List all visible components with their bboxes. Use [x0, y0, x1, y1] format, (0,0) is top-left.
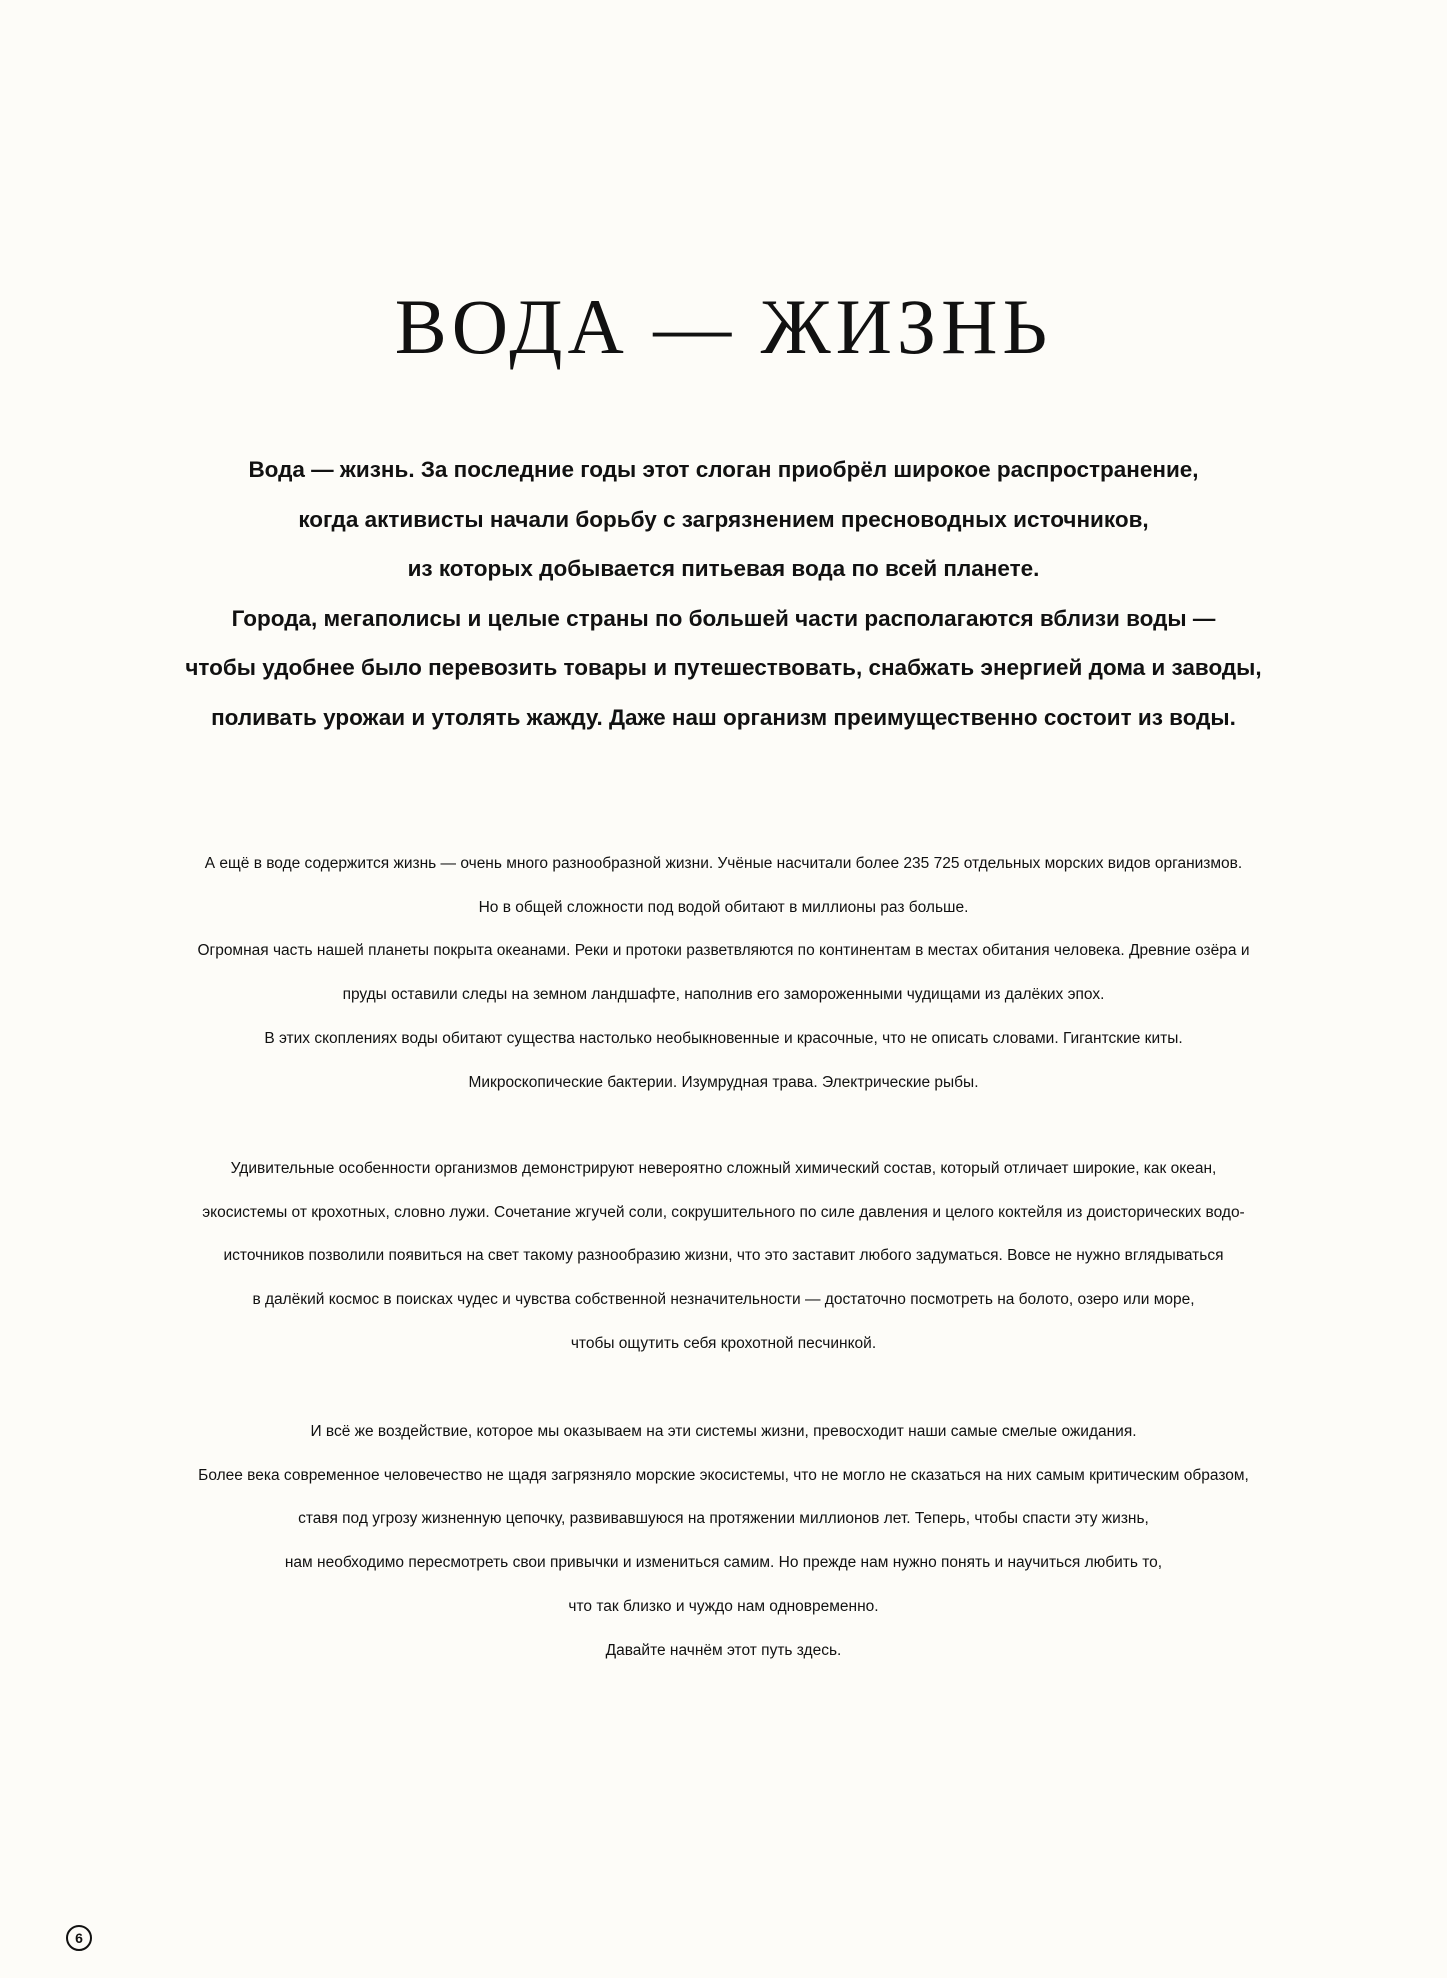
body-line: экосистемы от крохотных, словно лужи. Сочетание жгучей соли, сокрушительного по силе давления и целого коктейля из доисторических водо-	[202, 1203, 1245, 1221]
intro-line: Вода — жизнь. За последние годы этот слоган приобрёл широкое распространение,	[248, 457, 1199, 482]
intro-line: поливать урожаи и утолять жажду. Даже наш организм преимущественно состоит из воды.	[211, 704, 1236, 730]
body-line: И всё же воздействие, которое мы оказываем на эти системы жизни, превосходит наши самые смелые ожидания.	[310, 1423, 1137, 1440]
body-line: Но в общей сложности под водой обитают в миллионы раз больше.	[478, 898, 969, 916]
body-line: Более века современное человечество не щадя загрязняло морские экосистемы, что не могло не сказаться на них самым критическим образом,	[198, 1466, 1249, 1484]
body-line: Микроскопические бактерии. Изумрудная трава. Электрические рыбы.	[468, 1073, 979, 1091]
intro-line: чтобы удобнее было перевозить товары и путешествовать, снабжать энергией дома и заводы,	[185, 655, 1262, 681]
intro-paragraph	[120, 445, 1327, 743]
body-paragraph-1	[90, 842, 1357, 1104]
body-line: А ещё в воде содержится жизнь — очень много разнообразной жизни. Учёные насчитали более 235 725 отдельных морских видов организмов.	[204, 855, 1243, 872]
body-paragraph-3	[90, 1410, 1357, 1672]
page-number	[66, 1925, 92, 1951]
body-line: пруды оставили следы на земном ландшафте, наполнив его замороженными чудищами из далёких эпох.	[342, 986, 1105, 1004]
body-line: чтобы ощутить себя крохотной песчинкой.	[570, 1334, 877, 1352]
body-line: В этих скоплениях воды обитают существа настолько необыкновенные и красочные, что не описать словами. Гигантские киты.	[264, 1029, 1183, 1047]
page-number-label: 6	[75, 1930, 83, 1946]
body-line: источников позволили появиться на свет такому разнообразию жизни, что это заставит любого задуматься. Вовсе не нужно вглядываться	[223, 1247, 1224, 1265]
body-paragraph-2	[90, 1147, 1357, 1366]
body-line: Удивительные особенности организмов демонстрируют невероятно сложный химический состав, который отличает широкие, как океан,	[230, 1160, 1217, 1177]
body-line: нам необходимо пересмотреть свои привычки и измениться самим. Но прежде нам нужно понять и научиться любить то,	[284, 1554, 1163, 1572]
body-line: Огромная часть нашей планеты покрыта океанами. Реки и протоки разветвляются по континентам в местах обитания человека. Древние озёра и	[197, 942, 1250, 960]
body-line: ставя под угрозу жизненную цепочку, развивавшуюся на протяжении миллионов лет. Теперь, чтобы спасти эту жизнь,	[298, 1510, 1149, 1528]
body-line: что так близко и чуждо нам одновременно.	[568, 1597, 879, 1615]
body-line: Давайте начнём этот путь здесь.	[605, 1641, 842, 1659]
intro-line: когда активисты начали борьбу с загрязнением пресноводных источников,	[298, 506, 1149, 532]
body-line: в далёкий космос в поисках чудес и чувства собственной незначительности — достаточно посмотреть на болото, озеро или море,	[252, 1291, 1195, 1309]
intro-line: Города, мегаполисы и целые страны по большей части располагаются вблизи воды —	[231, 605, 1216, 631]
page-title: ВОДА — ЖИЗНЬ	[394, 283, 1053, 370]
intro-line: из которых добывается питьевая вода по всей планете.	[407, 556, 1040, 582]
